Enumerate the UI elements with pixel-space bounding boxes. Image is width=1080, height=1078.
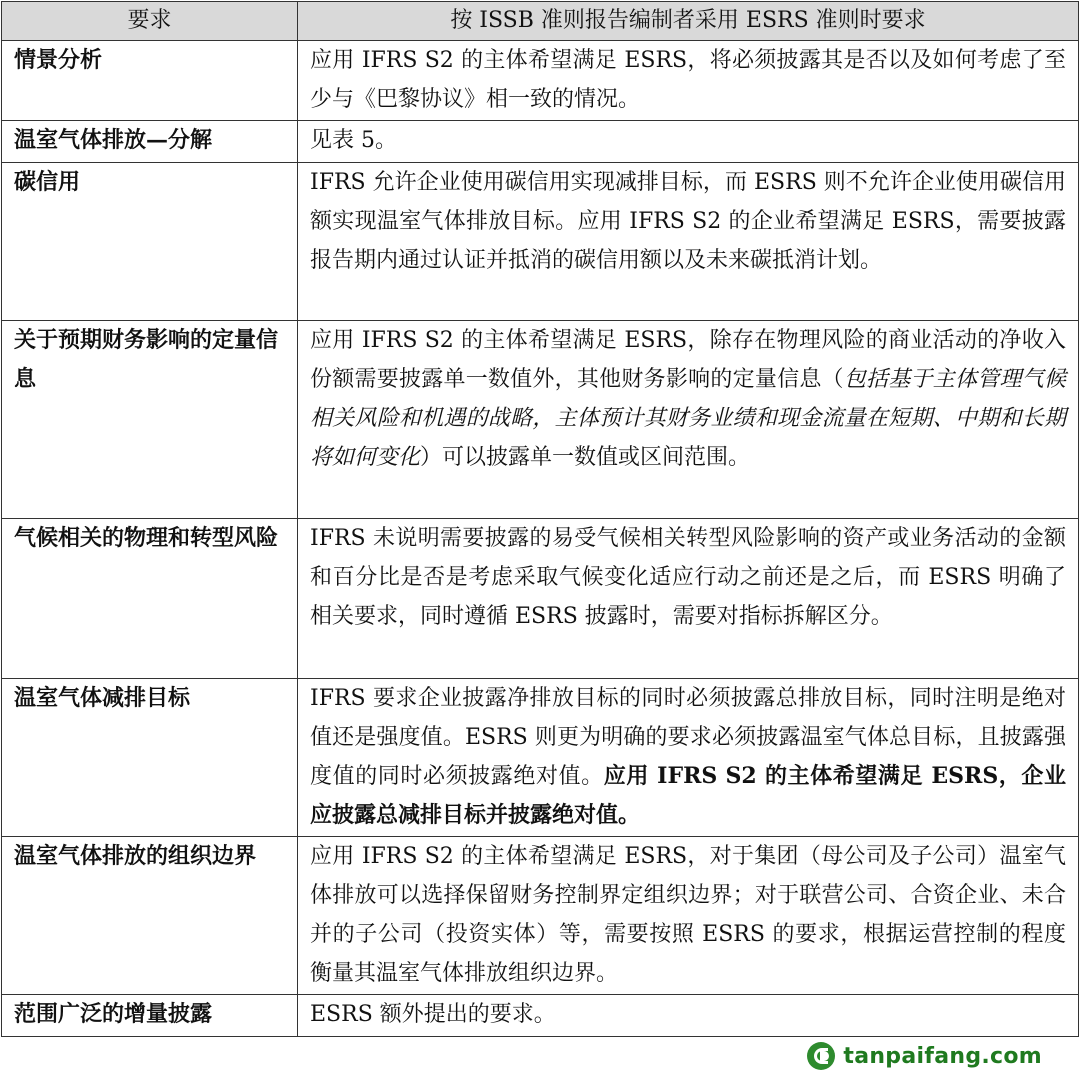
table-row xyxy=(2,519,1079,679)
description-segment: 包括基于主体管理气候相关风险和机遇的战略，主体预计其财务业绩和现金流量在短期、中期和长期将如何变化 xyxy=(310,367,1066,470)
tanpaifang-logo-icon xyxy=(807,1042,835,1070)
requirement-cell: 关于预期财务影响的定量信息 xyxy=(2,321,298,519)
description-cell xyxy=(298,995,1079,1037)
table-row xyxy=(2,41,1079,121)
description-segment: 应用 IFRS S2 的主体希望满足 ESRS，除存在物理风险的商业活动的净收入份额需要披露单一数值外，其他财务影响的定量信息（ xyxy=(310,328,1066,392)
column-header-issb-esrs: 按 ISSB 准则报告编制者采用 ESRS 准则时要求 xyxy=(298,2,1079,41)
requirement-cell: 范围广泛的增量披露 xyxy=(2,995,298,1037)
table-body xyxy=(2,41,1079,1037)
watermark-text: tanpaifang.com xyxy=(843,1043,1042,1069)
requirement-cell: 温室气体排放的组织边界 xyxy=(2,837,298,995)
table-row xyxy=(2,321,1079,519)
description-segment: 应用 IFRS S2 的主体希望满足 ESRS，对于集团（母公司及子公司）温室气体排放可以选择保留财务控制界定组织边界；对于联营公司、合资企业、未合并的子公司（投资实体）等，需要按照 ESRS 的要求，根据运营控制的程度衡量其温室气体排放组织边界。 xyxy=(310,844,1066,986)
description-segment: ESRS 额外提出的要求。 xyxy=(310,1002,556,1027)
requirements-table xyxy=(1,1,1079,1037)
requirement-cell: 情景分析 xyxy=(2,41,298,121)
description-cell xyxy=(298,121,1079,163)
description-cell xyxy=(298,41,1079,121)
watermark xyxy=(807,1039,1042,1073)
description-cell xyxy=(298,679,1079,837)
description-segment: IFRS 允许企业使用碳信用实现减排目标，而 ESRS 则不允许企业使用碳信用额实现温室气体排放目标。应用 IFRS S2 的企业希望满足 ESRS，需要披露报告期内通过认证并抵消的碳信用额以及未来碳抵消计划。 xyxy=(310,170,1066,273)
description-segment: ）可以披露单一数值或区间范围。 xyxy=(420,445,751,470)
description-segment: 应用 IFRS S2 的主体希望满足 ESRS，将必须披露其是否以及如何考虑了至少与《巴黎协议》相一致的情况。 xyxy=(310,48,1066,112)
description-segment: 应用 IFRS S2 的主体希望满足 ESRS，企业应披露总减排目标并披露绝对值。 xyxy=(310,763,1066,828)
table-row xyxy=(2,121,1079,163)
requirement-cell: 温室气体排放—分解 xyxy=(2,121,298,163)
description-cell xyxy=(298,163,1079,321)
description-segment: IFRS 要求企业披露净排放目标的同时必须披露总排放目标，同时注明是绝对值还是强度值。ESRS 则更为明确的要求必须披露温室气体总目标，且披露强度值的同时必须披露绝对值。 xyxy=(310,686,1066,789)
table-row xyxy=(2,163,1079,321)
column-header-requirement: 要求 xyxy=(2,2,298,41)
description-cell xyxy=(298,321,1079,519)
description-cell xyxy=(298,837,1079,995)
description-segment: 见表 5。 xyxy=(310,128,397,153)
description-cell xyxy=(298,519,1079,679)
requirement-cell: 碳信用 xyxy=(2,163,298,321)
table-row xyxy=(2,995,1079,1037)
table-row xyxy=(2,679,1079,837)
table-row xyxy=(2,837,1079,995)
requirement-cell: 气候相关的物理和转型风险 xyxy=(2,519,298,679)
table-header-row xyxy=(2,2,1079,41)
description-segment: IFRS 未说明需要披露的易受气候相关转型风险影响的资产或业务活动的金额和百分比是否是考虑采取气候变化适应行动之前还是之后，而 ESRS 明确了相关要求，同时遵循 ESRS 披露时，需要对指标拆解区分。 xyxy=(310,526,1066,629)
requirement-cell: 温室气体减排目标 xyxy=(2,679,298,837)
